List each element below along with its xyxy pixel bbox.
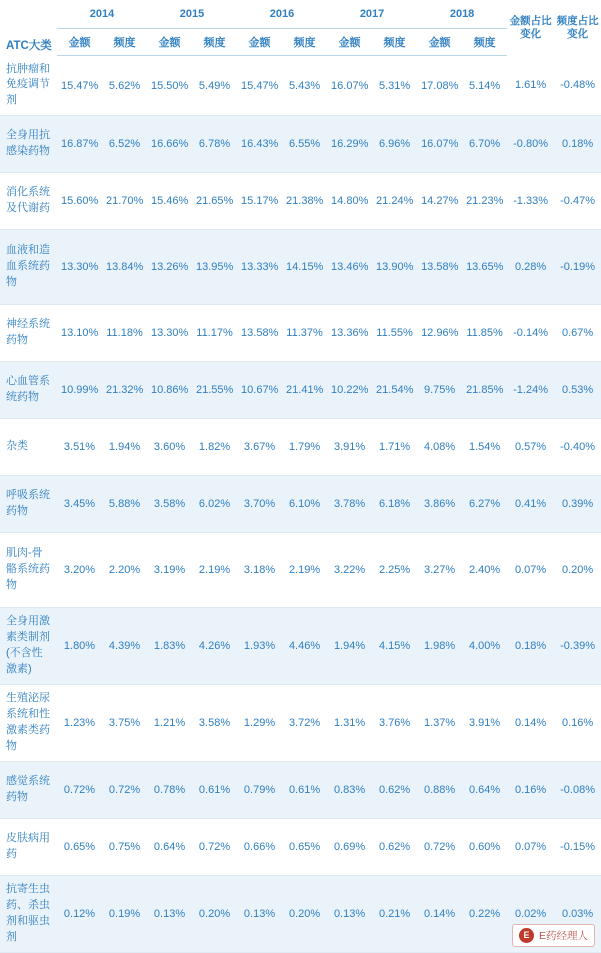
header-category: ATC大类: [6, 39, 52, 52]
row-category: 杂类: [0, 419, 57, 476]
cell-value: 3.45%: [57, 476, 102, 533]
table-header: [0, 0, 601, 56]
cell-frequency-change: -0.39%: [554, 608, 601, 685]
cell-value: 6.70%: [462, 116, 507, 173]
cell-value: 15.60%: [57, 173, 102, 230]
watermark-logo-icon: E: [519, 928, 534, 943]
cell-amount-change: -1.33%: [507, 173, 554, 230]
cell-value: 3.70%: [237, 476, 282, 533]
table-row: [0, 173, 601, 230]
row-category: 抗寄生虫药、杀虫剂和驱虫剂: [0, 875, 57, 952]
row-category: 生殖泌尿系统和性激素类药物: [0, 685, 57, 762]
cell-value: 3.27%: [417, 533, 462, 608]
cell-value: 0.14%: [417, 875, 462, 952]
table-row: [0, 533, 601, 608]
header-2018-frequency: 频度: [462, 29, 507, 56]
cell-value: 0.13%: [237, 875, 282, 952]
cell-value: 13.95%: [192, 230, 237, 305]
cell-frequency-change: -0.08%: [554, 761, 601, 818]
cell-frequency-change: 0.18%: [554, 116, 601, 173]
cell-value: 6.55%: [282, 116, 327, 173]
cell-value: 0.61%: [192, 761, 237, 818]
cell-value: 2.40%: [462, 533, 507, 608]
cell-value: 1.98%: [417, 608, 462, 685]
row-category: 呼吸系统药物: [0, 476, 57, 533]
cell-value: 0.20%: [192, 875, 237, 952]
header-amount-change: [507, 0, 554, 56]
cell-value: 0.13%: [147, 875, 192, 952]
header-2018-amount: 金额: [417, 29, 462, 56]
header-year-2017: 2017: [327, 0, 417, 29]
cell-value: 5.62%: [102, 56, 147, 116]
row-category: 肌肉-骨骼系统药物: [0, 533, 57, 608]
cell-value: 13.65%: [462, 230, 507, 305]
cell-value: 6.10%: [282, 476, 327, 533]
cell-value: 1.54%: [462, 419, 507, 476]
cell-value: 13.84%: [102, 230, 147, 305]
cell-value: 0.79%: [237, 761, 282, 818]
cell-value: 0.83%: [327, 761, 372, 818]
watermark-badge: [512, 924, 595, 947]
table-row: [0, 476, 601, 533]
cell-value: 3.75%: [102, 685, 147, 762]
table-row: [0, 230, 601, 305]
cell-value: 4.08%: [417, 419, 462, 476]
cell-value: 4.39%: [102, 608, 147, 685]
cell-value: 13.90%: [372, 230, 417, 305]
cell-value: 0.21%: [372, 875, 417, 952]
table-row: [0, 56, 601, 116]
header-2014-frequency: 频度: [102, 29, 147, 56]
cell-value: 11.55%: [372, 305, 417, 362]
cell-value: 3.78%: [327, 476, 372, 533]
cell-value: 0.19%: [102, 875, 147, 952]
row-category: 全身用抗感染药物: [0, 116, 57, 173]
cell-value: 13.30%: [57, 230, 102, 305]
cell-value: 3.60%: [147, 419, 192, 476]
cell-value: 1.71%: [372, 419, 417, 476]
cell-value: 21.85%: [462, 362, 507, 419]
cell-value: 3.22%: [327, 533, 372, 608]
cell-value: 13.36%: [327, 305, 372, 362]
cell-value: 0.61%: [282, 761, 327, 818]
cell-value: 13.58%: [237, 305, 282, 362]
cell-value: 1.29%: [237, 685, 282, 762]
table-row: [0, 419, 601, 476]
cell-value: 1.80%: [57, 608, 102, 685]
cell-value: 1.93%: [237, 608, 282, 685]
table-row: [0, 608, 601, 685]
cell-value: 16.07%: [327, 56, 372, 116]
row-category: 神经系统药物: [0, 305, 57, 362]
row-category: 心血管系统药物: [0, 362, 57, 419]
cell-value: 1.83%: [147, 608, 192, 685]
cell-value: 0.20%: [282, 875, 327, 952]
table-row: [0, 116, 601, 173]
cell-amount-change: 0.57%: [507, 419, 554, 476]
cell-value: 0.12%: [57, 875, 102, 952]
cell-value: 0.62%: [372, 761, 417, 818]
header-2016-amount: 金额: [237, 29, 282, 56]
cell-value: 4.15%: [372, 608, 417, 685]
cell-value: 3.72%: [282, 685, 327, 762]
cell-amount-change: -0.14%: [507, 305, 554, 362]
cell-value: 9.75%: [417, 362, 462, 419]
cell-amount-change: 0.16%: [507, 761, 554, 818]
cell-value: 16.43%: [237, 116, 282, 173]
header-amount-change-line1: 金额占比: [509, 14, 552, 27]
cell-value: 3.51%: [57, 419, 102, 476]
cell-value: 0.72%: [417, 818, 462, 875]
cell-value: 3.67%: [237, 419, 282, 476]
cell-value: 2.19%: [282, 533, 327, 608]
cell-value: 3.58%: [192, 685, 237, 762]
cell-value: 0.64%: [147, 818, 192, 875]
cell-frequency-change: -0.40%: [554, 419, 601, 476]
cell-value: 3.76%: [372, 685, 417, 762]
cell-value: 11.37%: [282, 305, 327, 362]
row-category: 感觉系统药物: [0, 761, 57, 818]
cell-value: 0.22%: [462, 875, 507, 952]
cell-value: 0.72%: [192, 818, 237, 875]
cell-value: 3.20%: [57, 533, 102, 608]
cell-amount-change: 0.18%: [507, 608, 554, 685]
table-row: [0, 818, 601, 875]
cell-value: 5.43%: [282, 56, 327, 116]
cell-value: 11.18%: [102, 305, 147, 362]
table-body: [0, 56, 601, 953]
cell-value: 4.26%: [192, 608, 237, 685]
cell-amount-change: 0.14%: [507, 685, 554, 762]
header-2015-amount: 金额: [147, 29, 192, 56]
cell-value: 21.32%: [102, 362, 147, 419]
cell-value: 21.54%: [372, 362, 417, 419]
cell-value: 5.14%: [462, 56, 507, 116]
cell-value: 5.88%: [102, 476, 147, 533]
row-category: 抗肿瘤和免疫调节剂: [0, 56, 57, 116]
cell-value: 21.70%: [102, 173, 147, 230]
header-year-2015: 2015: [147, 0, 237, 29]
header-2015-frequency: 频度: [192, 29, 237, 56]
header-2014-amount: 金额: [57, 29, 102, 56]
cell-value: 0.69%: [327, 818, 372, 875]
header-year-2014: 2014: [57, 0, 147, 29]
table-row: [0, 685, 601, 762]
cell-value: 16.87%: [57, 116, 102, 173]
cell-value: 13.46%: [327, 230, 372, 305]
cell-value: 6.18%: [372, 476, 417, 533]
cell-value: 6.52%: [102, 116, 147, 173]
cell-frequency-change: -0.19%: [554, 230, 601, 305]
cell-frequency-change: 0.67%: [554, 305, 601, 362]
cell-value: 15.47%: [57, 56, 102, 116]
header-year-2018: 2018: [417, 0, 507, 29]
cell-frequency-change: 0.16%: [554, 685, 601, 762]
cell-amount-change: -1.24%: [507, 362, 554, 419]
cell-value: 13.30%: [147, 305, 192, 362]
cell-amount-change: -0.80%: [507, 116, 554, 173]
cell-value: 15.17%: [237, 173, 282, 230]
cell-value: 3.86%: [417, 476, 462, 533]
cell-value: 1.37%: [417, 685, 462, 762]
header-frequency-change: [554, 0, 601, 56]
cell-value: 6.02%: [192, 476, 237, 533]
cell-amount-change: 1.61%: [507, 56, 554, 116]
cell-value: 21.24%: [372, 173, 417, 230]
cell-value: 12.96%: [417, 305, 462, 362]
cell-value: 3.58%: [147, 476, 192, 533]
table-row: [0, 875, 601, 952]
cell-value: 0.78%: [147, 761, 192, 818]
cell-value: 0.66%: [237, 818, 282, 875]
cell-value: 5.49%: [192, 56, 237, 116]
cell-value: 0.65%: [282, 818, 327, 875]
cell-value: 16.66%: [147, 116, 192, 173]
cell-value: 15.46%: [147, 173, 192, 230]
cell-value: 5.31%: [372, 56, 417, 116]
header-year-2016: 2016: [237, 0, 327, 29]
cell-frequency-change: 0.20%: [554, 533, 601, 608]
cell-value: 1.31%: [327, 685, 372, 762]
cell-value: 1.94%: [327, 608, 372, 685]
cell-value: 0.13%: [327, 875, 372, 952]
cell-value: 0.72%: [102, 761, 147, 818]
cell-value: 0.88%: [417, 761, 462, 818]
cell-value: 0.65%: [57, 818, 102, 875]
cell-frequency-change: -0.48%: [554, 56, 601, 116]
cell-frequency-change: 0.03%: [554, 875, 601, 952]
cell-value: 16.29%: [327, 116, 372, 173]
cell-value: 15.47%: [237, 56, 282, 116]
cell-value: 13.58%: [417, 230, 462, 305]
cell-value: 21.41%: [282, 362, 327, 419]
cell-value: 21.38%: [282, 173, 327, 230]
table-row: [0, 761, 601, 818]
cell-value: 3.91%: [327, 419, 372, 476]
cell-value: 11.85%: [462, 305, 507, 362]
cell-amount-change: 0.07%: [507, 818, 554, 875]
cell-value: 3.19%: [147, 533, 192, 608]
cell-value: 16.07%: [417, 116, 462, 173]
cell-value: 1.94%: [102, 419, 147, 476]
cell-value: 1.21%: [147, 685, 192, 762]
cell-value: 0.75%: [102, 818, 147, 875]
row-category: 皮肤病用药: [0, 818, 57, 875]
cell-value: 6.96%: [372, 116, 417, 173]
cell-value: 11.17%: [192, 305, 237, 362]
cell-frequency-change: 0.39%: [554, 476, 601, 533]
cell-value: 14.15%: [282, 230, 327, 305]
cell-value: 6.78%: [192, 116, 237, 173]
cell-value: 6.27%: [462, 476, 507, 533]
cell-value: 3.91%: [462, 685, 507, 762]
cell-value: 13.10%: [57, 305, 102, 362]
cell-value: 13.33%: [237, 230, 282, 305]
cell-amount-change: 0.07%: [507, 533, 554, 608]
cell-value: 21.55%: [192, 362, 237, 419]
cell-value: 4.00%: [462, 608, 507, 685]
cell-value: 1.82%: [192, 419, 237, 476]
cell-value: 10.99%: [57, 362, 102, 419]
cell-value: 2.20%: [102, 533, 147, 608]
cell-value: 0.64%: [462, 761, 507, 818]
cell-value: 1.79%: [282, 419, 327, 476]
table-row: [0, 305, 601, 362]
header-2016-frequency: 频度: [282, 29, 327, 56]
cell-frequency-change: 0.53%: [554, 362, 601, 419]
cell-frequency-change: -0.15%: [554, 818, 601, 875]
cell-amount-change: 0.28%: [507, 230, 554, 305]
header-amount-change-line2: 变化: [520, 27, 542, 40]
header-year-row: [0, 0, 601, 29]
cell-value: 1.23%: [57, 685, 102, 762]
cell-value: 0.62%: [372, 818, 417, 875]
cell-value: 14.80%: [327, 173, 372, 230]
cell-value: 4.46%: [282, 608, 327, 685]
cell-amount-change: 0.02%: [507, 875, 554, 952]
cell-value: 21.23%: [462, 173, 507, 230]
row-category: 全身用激素类制剂(不含性激素): [0, 608, 57, 685]
cell-value: 15.50%: [147, 56, 192, 116]
cell-value: 13.26%: [147, 230, 192, 305]
cell-value: 10.67%: [237, 362, 282, 419]
row-category: 血液和造血系统药物: [0, 230, 57, 305]
cell-value: 2.25%: [372, 533, 417, 608]
row-category: 消化系统及代谢药: [0, 173, 57, 230]
cell-value: 21.65%: [192, 173, 237, 230]
header-2017-amount: 金额: [327, 29, 372, 56]
cell-value: 0.72%: [57, 761, 102, 818]
header-frequency-change-line1: 频度占比: [556, 14, 599, 27]
cell-value: 3.18%: [237, 533, 282, 608]
cell-frequency-change: -0.47%: [554, 173, 601, 230]
header-2017-frequency: 频度: [372, 29, 417, 56]
watermark-label: E药经理人: [538, 929, 588, 942]
cell-value: 10.22%: [327, 362, 372, 419]
cell-value: 17.08%: [417, 56, 462, 116]
cell-value: 0.60%: [462, 818, 507, 875]
cell-value: 14.27%: [417, 173, 462, 230]
cell-value: 2.19%: [192, 533, 237, 608]
header-frequency-change-line2: 变化: [567, 27, 589, 40]
table-row: [0, 362, 601, 419]
cell-amount-change: 0.41%: [507, 476, 554, 533]
cell-value: 10.86%: [147, 362, 192, 419]
